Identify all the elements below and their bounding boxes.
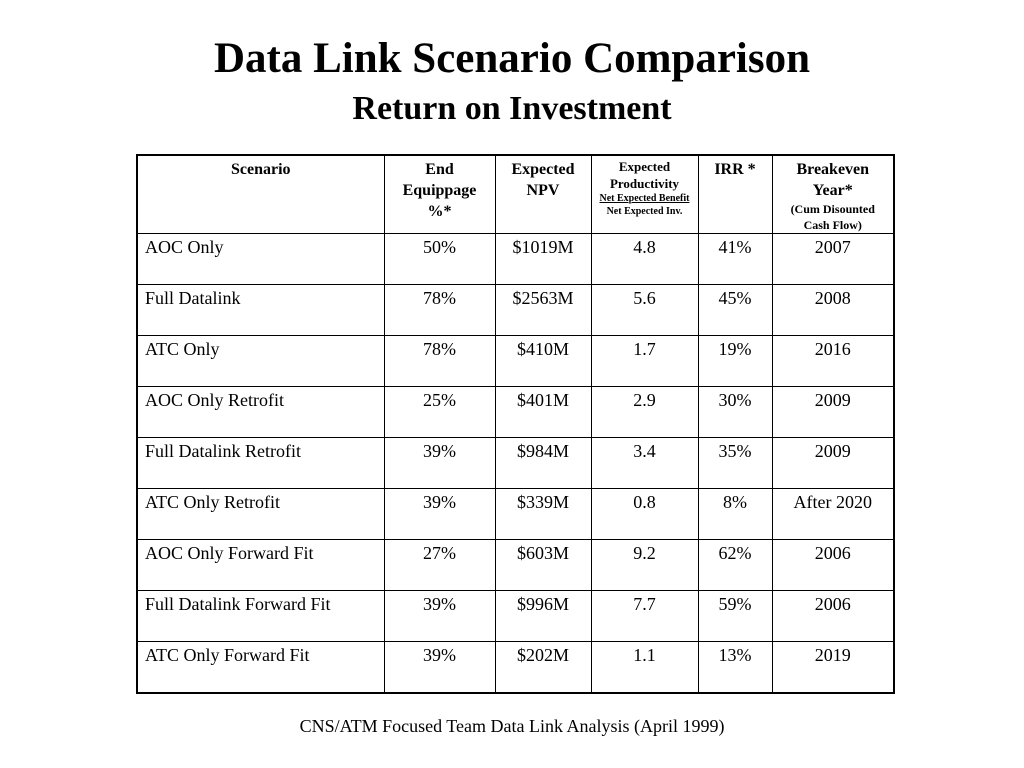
table-row xyxy=(137,336,894,387)
cell-equippage: 78% xyxy=(384,336,495,387)
cell-equippage: 50% xyxy=(384,234,495,285)
cell-scenario: ATC Only Forward Fit xyxy=(137,642,384,693)
header-end-equippage-line1: End xyxy=(425,161,454,178)
header-end-equippage xyxy=(384,155,495,234)
cell-equippage: 78% xyxy=(384,285,495,336)
table-row xyxy=(137,540,894,591)
cell-npv: $410M xyxy=(495,336,591,387)
cell-productivity: 9.2 xyxy=(591,540,698,591)
cell-irr: 41% xyxy=(698,234,772,285)
cell-productivity: 1.7 xyxy=(591,336,698,387)
cell-equippage: 25% xyxy=(384,387,495,438)
cell-breakeven: 2019 xyxy=(772,642,894,693)
cell-breakeven: 2009 xyxy=(772,438,894,489)
cell-equippage: 27% xyxy=(384,540,495,591)
table-row xyxy=(137,438,894,489)
cell-breakeven: 2007 xyxy=(772,234,894,285)
cell-irr: 13% xyxy=(698,642,772,693)
cell-npv: $2563M xyxy=(495,285,591,336)
header-expected-npv-line2: NPV xyxy=(526,182,560,199)
cell-scenario: Full Datalink xyxy=(137,285,384,336)
table-row xyxy=(137,285,894,336)
cell-scenario: ATC Only Retrofit xyxy=(137,489,384,540)
cell-npv: $996M xyxy=(495,591,591,642)
header-end-equippage-line2: Equippage xyxy=(402,182,477,199)
cell-scenario: Full Datalink Retrofit xyxy=(137,438,384,489)
page-subtitle: Return on Investment xyxy=(352,90,672,127)
cell-productivity: 1.1 xyxy=(591,642,698,693)
cell-breakeven: 2006 xyxy=(772,540,894,591)
cell-irr: 35% xyxy=(698,438,772,489)
cell-scenario: AOC Only Retrofit xyxy=(137,387,384,438)
page-title: Data Link Scenario Comparison xyxy=(213,35,811,82)
header-end-equippage-line3: %* xyxy=(427,203,452,220)
header-breakeven-note-line2: Cash Flow) xyxy=(803,218,862,232)
header-productivity-numerator: Net Expected Benefit xyxy=(599,193,690,204)
header-expected-npv xyxy=(495,155,591,234)
cell-productivity: 7.7 xyxy=(591,591,698,642)
cell-equippage: 39% xyxy=(384,438,495,489)
header-breakeven-line2: Year* xyxy=(812,182,853,199)
cell-npv: $339M xyxy=(495,489,591,540)
cell-irr: 19% xyxy=(698,336,772,387)
cell-equippage: 39% xyxy=(384,642,495,693)
cell-breakeven: 2006 xyxy=(772,591,894,642)
header-expected-npv-line1: Expected xyxy=(511,161,575,178)
header-scenario-label: Scenario xyxy=(230,161,291,178)
cell-breakeven: 2008 xyxy=(772,285,894,336)
table-row xyxy=(137,387,894,438)
cell-equippage: 39% xyxy=(384,591,495,642)
header-expected-productivity xyxy=(591,155,698,234)
cell-irr: 8% xyxy=(698,489,772,540)
cell-npv: $401M xyxy=(495,387,591,438)
header-breakeven-line1: Breakeven xyxy=(796,161,870,178)
cell-npv: $202M xyxy=(495,642,591,693)
cell-productivity: 4.8 xyxy=(591,234,698,285)
cell-scenario: AOC Only xyxy=(137,234,384,285)
table-row xyxy=(137,591,894,642)
header-irr xyxy=(698,155,772,234)
cell-npv: $984M xyxy=(495,438,591,489)
cell-breakeven: 2016 xyxy=(772,336,894,387)
cell-scenario: Full Datalink Forward Fit xyxy=(137,591,384,642)
cell-irr: 59% xyxy=(698,591,772,642)
cell-scenario: ATC Only xyxy=(137,336,384,387)
table-row xyxy=(137,489,894,540)
cell-npv: $603M xyxy=(495,540,591,591)
cell-irr: 62% xyxy=(698,540,772,591)
cell-scenario: AOC Only Forward Fit xyxy=(137,540,384,591)
header-irr-label: IRR * xyxy=(714,161,756,178)
header-expected-productivity-line2: Productivity xyxy=(609,176,680,191)
roi-table xyxy=(136,154,895,694)
cell-equippage: 39% xyxy=(384,489,495,540)
table-row xyxy=(137,642,894,693)
table-header-row xyxy=(137,155,894,234)
header-expected-productivity-line1: Expected xyxy=(618,159,671,174)
cell-productivity: 5.6 xyxy=(591,285,698,336)
source-footnote: CNS/ATM Focused Team Data Link Analysis (April 1999) xyxy=(299,716,725,736)
cell-irr: 30% xyxy=(698,387,772,438)
cell-npv: $1019M xyxy=(495,234,591,285)
cell-irr: 45% xyxy=(698,285,772,336)
header-breakeven-note-line1: (Cum Disounted xyxy=(790,202,875,216)
table-row xyxy=(137,234,894,285)
cell-breakeven: 2009 xyxy=(772,387,894,438)
header-productivity-denominator: Net Expected Inv. xyxy=(606,206,683,217)
header-scenario xyxy=(137,155,384,234)
cell-breakeven: After 2020 xyxy=(772,489,894,540)
header-breakeven xyxy=(772,155,894,234)
cell-productivity: 2.9 xyxy=(591,387,698,438)
cell-productivity: 0.8 xyxy=(591,489,698,540)
cell-productivity: 3.4 xyxy=(591,438,698,489)
